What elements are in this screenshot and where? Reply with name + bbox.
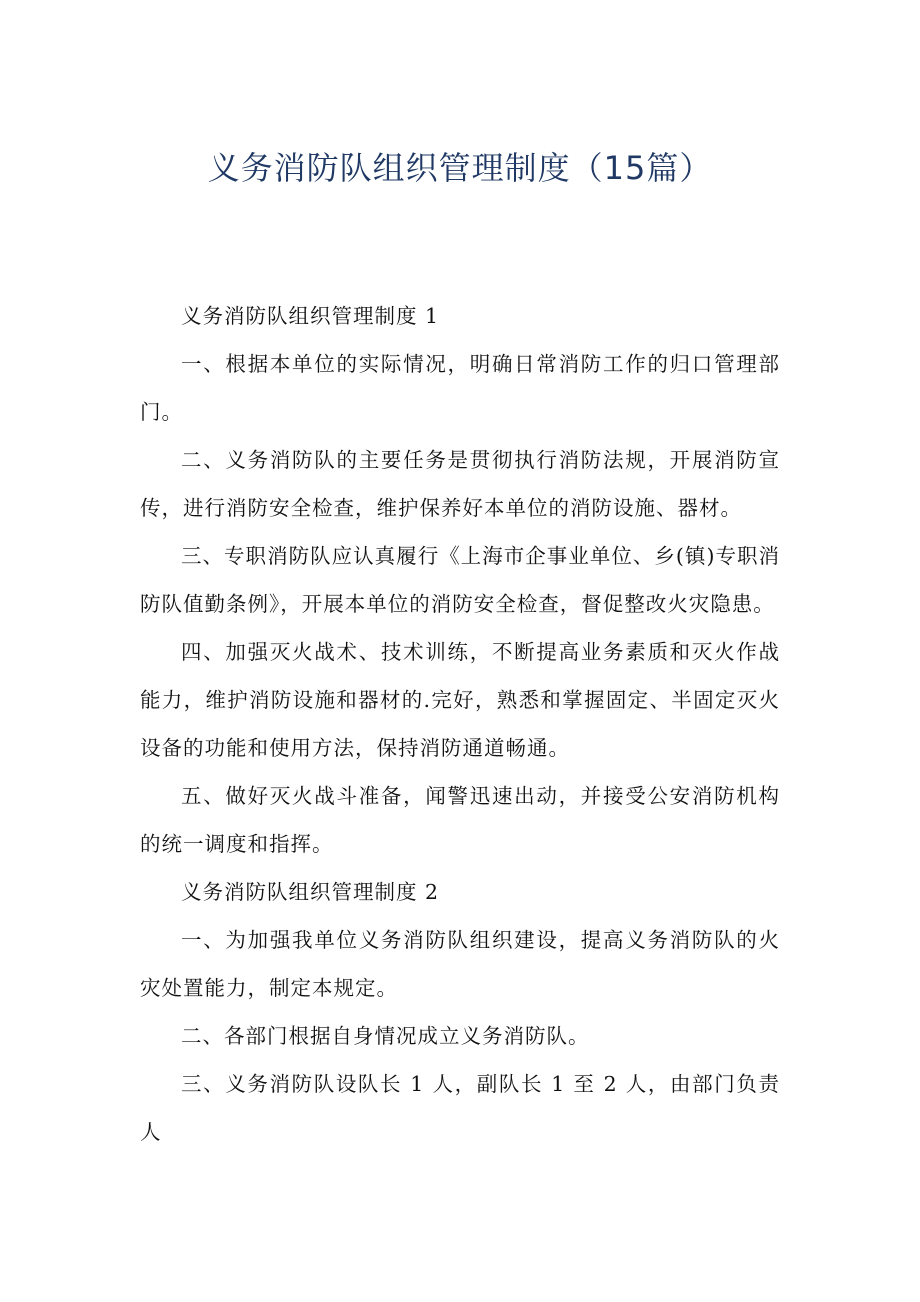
section-heading-2: 义务消防队组织管理制度 2 (181, 880, 440, 904)
document-title: 义务消防队组织管理制度（15篇） (207, 149, 713, 187)
document-body (140, 292, 780, 1156)
paragraph: 五、做好灭火战斗准备，闻警迅速出动，并接受公安消防机构的统一调度和指挥。 (140, 784, 780, 856)
paragraph: 二、义务消防队的主要任务是贯彻执行消防法规，开展消防宣传，进行消防安全检查，维护保养好本单位的消防设施、器材。 (140, 448, 780, 520)
section-heading-1: 义务消防队组织管理制度 1 (181, 304, 440, 328)
paragraph: 三、义务消防队设队长 1 人，副队长 1 至 2 人，由部门负责人 (140, 1072, 780, 1144)
paragraph: 一、为加强我单位义务消防队组织建设，提高义务消防队的火灾处置能力，制定本规定。 (140, 928, 780, 1000)
paragraph: 二、各部门根据自身情况成立义务消防队。 (181, 1024, 590, 1048)
paragraph: 三、专职消防队应认真履行《上海市企事业单位、乡(镇)专职消防队值勤条例》，开展本单位的消防安全检查，督促整改火灾隐患。 (140, 544, 780, 616)
paragraph: 四、加强灭火战术、技术训练，不断提高业务素质和灭火作战能力，维护消防设施和器材的.完好，熟悉和掌握固定、半固定灭火设备的功能和使用方法，保持消防通道畅通。 (140, 640, 780, 760)
paragraph: 一、根据本单位的实际情况，明确日常消防工作的归口管理部门。 (140, 352, 780, 424)
